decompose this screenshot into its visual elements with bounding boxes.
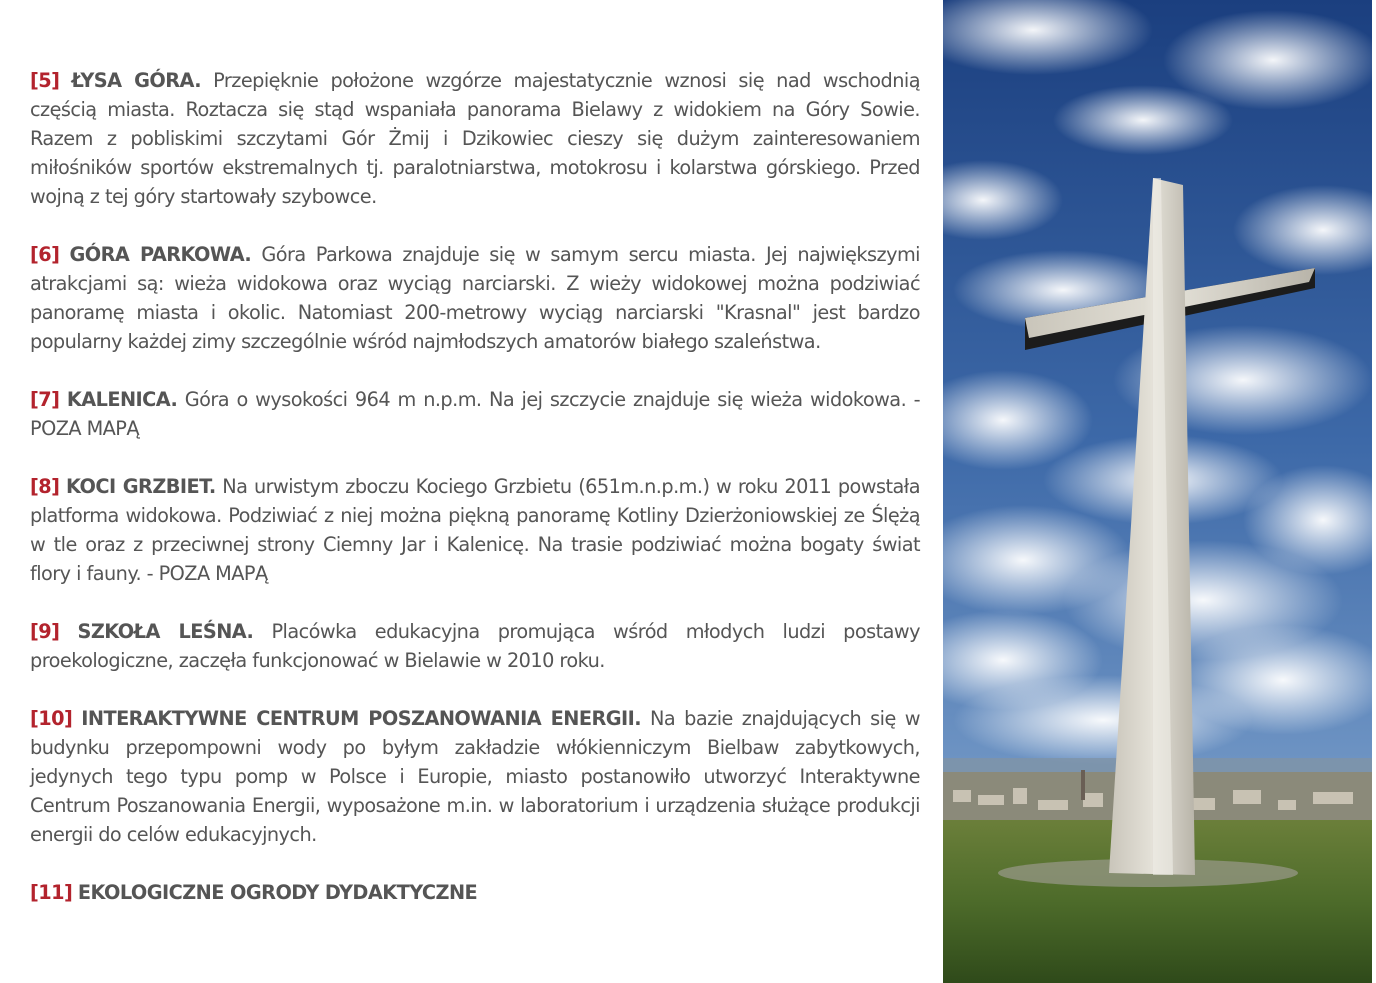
entry-body: Przepięknie położone wzgórze majestatycznie wznosi się nad wschodnią częścią miasta. Roztacza się stąd wspaniała panorama Bielawy z widokiem na Góry Sowie. Razem z pobliskimi szczytami Gór Żmij i Dzikowiec cieszy się dużym zainteresowaniem miłośników sportów ekstremalnych tj. paralotniarstwa, motokrosu i kolarstwa górskiego. Przed wojną z tej góry startowały szybowce.	[30, 69, 920, 208]
cross-photo-illustration	[943, 0, 1372, 983]
entry-szkola-lesna	[30, 617, 920, 675]
entry-number: [6]	[30, 243, 60, 266]
entry-gora-parkowa	[30, 240, 920, 356]
entry-number: [5]	[30, 69, 60, 92]
entry-body: Góra Parkowa znajduje się w samym sercu miasta. Jej największymi atrakcjami są: wieża widokowa oraz wyciąg narciarski. Z wieży widokowej można podziwiać panoramę miasta i okolic. Natomiast 200-metrowy wyciąg narciarski "Krasnal" jest bardzo popularny każdej zimy szczególnie wśród najmłodszych amatorów białego szaleństwa.	[30, 243, 920, 353]
entry-centrum-energii	[30, 704, 920, 849]
attractions-text-column	[30, 66, 920, 936]
entry-lysa-gora	[30, 66, 920, 211]
entry-title: EKOLOGICZNE OGRODY DYDAKTYCZNE	[77, 881, 478, 904]
entry-number: [7]	[30, 388, 60, 411]
entry-number: [8]	[30, 475, 60, 498]
entry-body: Placówka edukacyjna promująca wśród młodych ludzi postawy proekologiczne, zaczęła funkcjonować w Bielawie w 2010 roku.	[30, 620, 920, 672]
entry-title: ŁYSA GÓRA.	[71, 69, 202, 92]
entry-body: Na urwistym zboczu Kociego Grzbietu (651m.n.p.m.) w roku 2011 powstała platforma widokowa. Podziwiać z niej można piękną panoramę Kotliny Dzierżoniowskiej ze Ślężą w tle oraz z przeciwnej strony Ciemny Jar i Kalenicę. Na trasie podziwiać można bogaty świat flory i fauny. - POZA MAPĄ	[30, 475, 920, 585]
entry-koci-grzbiet	[30, 472, 920, 588]
entry-ogrody-dydaktyczne	[30, 878, 920, 907]
entry-title: KALENICA.	[66, 388, 178, 411]
entry-title: SZKOŁA LEŚNA.	[77, 620, 254, 643]
entry-body: Góra o wysokości 964 m n.p.m. Na jej szczycie znajduje się wieża widokowa. - POZA MAPĄ	[30, 388, 920, 440]
entry-title: INTERAKTYWNE CENTRUM POSZANOWANIA ENERGII.	[81, 707, 642, 730]
entry-title: GÓRA PARKOWA.	[69, 243, 252, 266]
entry-kalenica	[30, 385, 920, 443]
entry-number: [9]	[30, 620, 60, 643]
cross-photo	[943, 0, 1372, 983]
entry-title: KOCI GRZBIET.	[66, 475, 216, 498]
entry-body: Na bazie znajdujących się w budynku przepompowni wody po byłym zakładzie włókienniczym Bielbaw zabytkowych, jedynych tego typu pomp w Polsce i Europie, miasto postanowiło utworzyć Interaktywne Centrum Poszanowania Energii, wyposażone m.in. w laboratorium i urządzenia służące produkcji energii do celów edukacyjnych.	[30, 707, 920, 846]
entry-number: [11]	[30, 881, 73, 904]
entry-number: [10]	[30, 707, 73, 730]
